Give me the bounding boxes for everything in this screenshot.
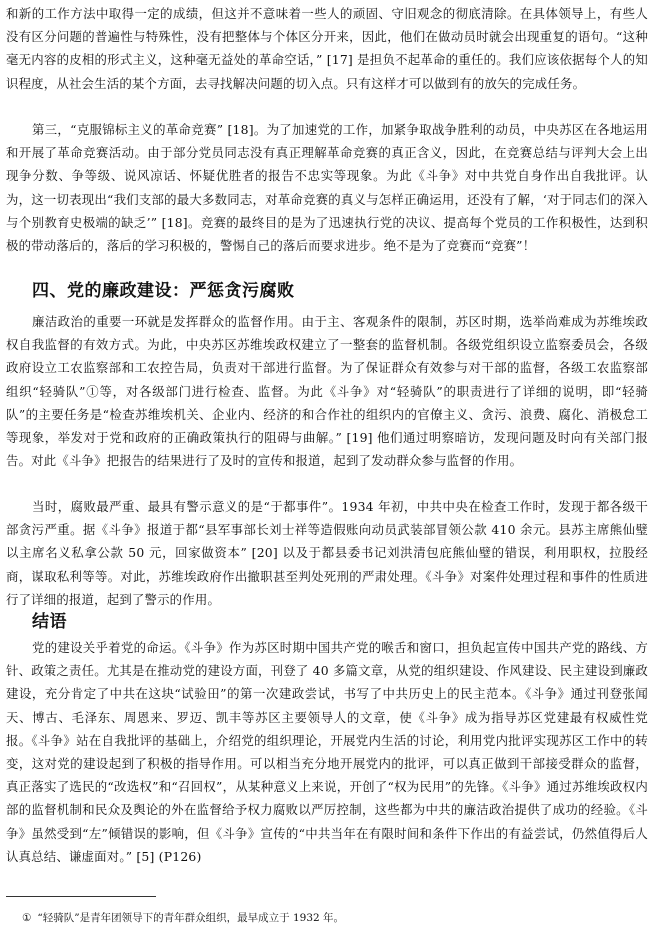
third-point-paragraph: 第三，“克服锦标主义的革命竞赛” [18]。为了加速党的工作，加紧争取战争胜利的动员，中央苏区在各地运用和开展了革命竞赛活动。由于部分党员同志没有真正理解革命竞赛的真正含义，因此，在竞赛总结与评判大会上出现争分数、争等级、说风凉话、怀疑优胜者的报告不忠实等现象。为此《斗争》对中共党自身作出自我批评。认为，这一切表现出“我们支部的最大多数同志，对革命竞赛的真义与怎样正确运用，还没有了解，‘对于同志们的深入与个别教育史极端的缺乏’” [18]。竞赛的最终目的是为了迅速执行党的决议、提高每个党员的工作积极性，达到积极的带动落后的，落后的学习积极的，警惕自己的落后而要求进步。绝不是为了竞赛而“竞赛”！	[6, 122, 648, 254]
footnote-text: “轻骑队”是青年团领导下的青年群众组织，最早成立于 1932 年。	[37, 912, 345, 924]
conclusion-paragraph: 党的建设关乎着党的命运。《斗争》作为苏区时期中国共产党的喉舌和窗口，担负起宣传中国共产党的路线、方针、政策之责任。尤其是在推动党的建设方面，刊登了 40 多篇文章，从党的组织建设、作风建设、民主建设到廉政建设，充分肯定了中共在这块“试验田”的第一次建政尝试，书写了中共历史上的民主范本。《斗争》通过刊登张闻天、博古、毛泽东、周恩来、罗迈、凯丰等苏区主要领导人的文章，使《斗争》成为指导苏区党建最有权威性党报。《斗争》站在自我批评的基础上，介绍党的组织理论，开展党内生活的讨论，利用党内批评实现苏区工作中的转变，这对党的建设起到了积极的指导作用。可以相当充分地开展党内的批评，可以真正做到干部接受群众的监督，真正落实了选民的“改选权”和“召回权”，从某种意义上来说，开创了“权为民用”的先锋。《斗争》通过苏维埃政权内部的监督机制和民众及舆论的外在监督给予权力腐败以严厉控制，这些都为中共的廉洁政治提供了成功的经验。《斗争》虽然受到“左”倾错误的影响，但《斗争》宣传的“中共当年在有限时间和条件下作出的有益尝试，仍然值得后人认真总结、谦虚面对。” [5] (P126)	[6, 640, 648, 864]
footnote-marker: ①	[22, 912, 32, 924]
conclusion-heading: 结语	[32, 612, 67, 632]
footnote	[22, 910, 344, 925]
intro-paragraph: 和新的工作方法中取得一定的成绩，但这并不意味着一些人的顽固、守旧观念的彻底清除。在具体领导上，有些人没有区分问题的普遍性与特殊性，没有把整体与个体区分开来，因此，他们在做动员时就会出现重复的语句。“这种毫无内容的皮相的形式主义，这种毫无益处的革命空话，” [17] 是担负不起革命的重任的。我们应该依据每个人的知识程度，从社会生活的某个方面，去寻找解决问题的切入点。只有这样才可以做到有的放矢的完成任务。	[6, 6, 648, 91]
footnote-divider	[6, 896, 156, 897]
section-4-heading: 四、党的廉政建设：严惩贪污腐败	[32, 281, 295, 301]
section-4-paragraph-2: 当时，腐败最严重、最具有警示意义的是“于都事件”。1934 年初，中共中央在检查工作时，发现于都各级干部贪污严重。据《斗争》报道于都“县军事部长刘士祥等造假账向动员武装部冒领公款 410 余元。县苏主席熊仙璧以主席名义私拿公款 50 元，回家做资本” [20] 以及于都县委书记刘洪清包庇熊仙璧的错误，利用职权，拉股经商，谋取私利等等。对此，苏维埃政府作出撤职甚至判处死刑的严肃处理。《斗争》对案件处理过程和事件的性质进行了详细的报道，起到了警示的作用。	[6, 499, 648, 607]
section-4-paragraph-1: 廉洁政治的重要一环就是发挥群众的监督作用。由于主、客观条件的限制，苏区时期，选举尚难成为苏维埃政权自我监督的有效方式。为此，中央苏区苏维埃政权建立了一整套的监督机制。各级党组织设立监察委员会，各级政府设立工农监察部和工农控告局，负责对干部进行监督。为了保证群众有效参与对干部的监督，各级工农监察部组织“轻骑队”①等，对各级部门进行检查、监督。为此《斗争》对“轻骑队”的职责进行了详细的说明，即“轻骑队”的主要任务是“检查苏维埃机关、企业内、经济的和合作社的组织内的官僚主义、贪污、浪费、腐化、消极怠工等现象，举发对于党和政府的正确政策执行的阻碍与曲解。” [19] 他们通过明察暗访，发现问题及时向有关部门报告。对此《斗争》把报告的结果进行了及时的宣传和报道，起到了发动群众参与监督的作用。	[6, 314, 648, 469]
